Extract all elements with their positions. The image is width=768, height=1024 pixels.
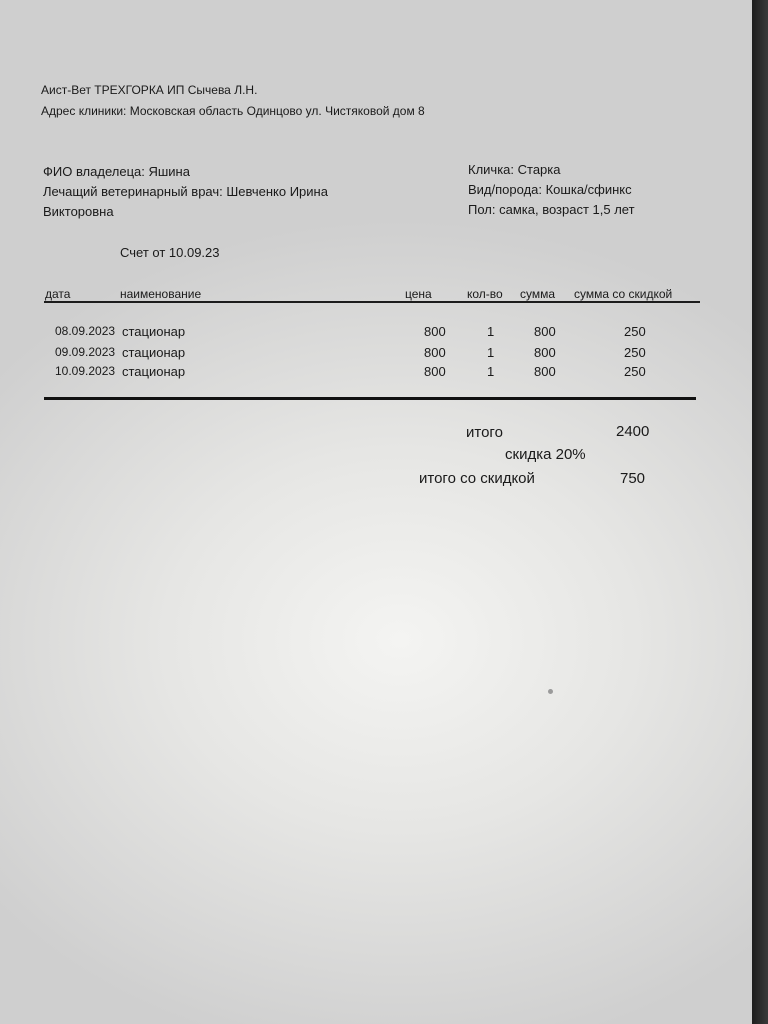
header-qty: кол-во bbox=[467, 287, 503, 301]
table-row bbox=[0, 364, 752, 384]
row-date: 10.09.2023 bbox=[55, 364, 116, 378]
row-name: стационар bbox=[122, 345, 186, 360]
table-row bbox=[0, 324, 752, 344]
header-sum-discount: сумма со скидкой bbox=[574, 287, 673, 301]
header-sum: сумма bbox=[520, 287, 556, 301]
total-label: итого bbox=[466, 424, 503, 441]
pet-nickname: Кличка: Старка bbox=[468, 162, 561, 177]
row-name: стационар bbox=[122, 324, 186, 339]
table-bottom-divider bbox=[44, 397, 696, 400]
header-price: цена bbox=[405, 287, 432, 301]
row-name: стационар bbox=[122, 364, 186, 379]
row-qty: 1 bbox=[487, 345, 495, 360]
row-sum: 800 bbox=[534, 345, 556, 360]
total-discount-label: итого со скидкой bbox=[419, 470, 535, 487]
row-price: 800 bbox=[424, 324, 446, 339]
doctor-name: Лечащий ветеринарный врач: Шевченко Ирина bbox=[43, 184, 328, 199]
row-qty: 1 bbox=[487, 364, 495, 379]
row-sum-discount: 250 bbox=[624, 345, 646, 360]
row-sum-discount: 250 bbox=[624, 364, 646, 379]
total-discount-value: 750 bbox=[620, 470, 646, 487]
discount-label: скидка 20% bbox=[505, 446, 586, 463]
header-date: дата bbox=[45, 287, 71, 301]
clinic-name: Аист-Вет ТРЕХГОРКА ИП Сычева Л.Н. bbox=[41, 83, 258, 97]
owner-name: ФИО владелеца: Яшина bbox=[43, 164, 190, 179]
total-value: 2400 bbox=[616, 423, 650, 440]
row-sum-discount: 250 bbox=[624, 324, 646, 339]
invoice-title: Счет от 10.09.23 bbox=[120, 245, 220, 260]
row-date: 08.09.2023 bbox=[55, 324, 116, 338]
header-divider bbox=[44, 301, 700, 303]
table-row bbox=[0, 345, 752, 365]
row-price: 800 bbox=[424, 345, 446, 360]
background-surface bbox=[752, 0, 768, 1024]
row-sum: 800 bbox=[534, 364, 556, 379]
clinic-address: Адрес клиники: Московская область Одинцово ул. Чистяковой дом 8 bbox=[41, 104, 425, 118]
row-sum: 800 bbox=[534, 324, 556, 339]
row-price: 800 bbox=[424, 364, 446, 379]
row-date: 09.09.2023 bbox=[55, 345, 116, 359]
pet-breed: Вид/порода: Кошка/сфинкс bbox=[468, 182, 632, 197]
doctor-name-cont: Викторовна bbox=[43, 204, 114, 219]
pet-sex-age: Пол: самка, возраст 1,5 лет bbox=[468, 202, 635, 217]
paper-speck bbox=[548, 689, 553, 694]
header-name: наименование bbox=[120, 287, 202, 301]
row-qty: 1 bbox=[487, 324, 495, 339]
